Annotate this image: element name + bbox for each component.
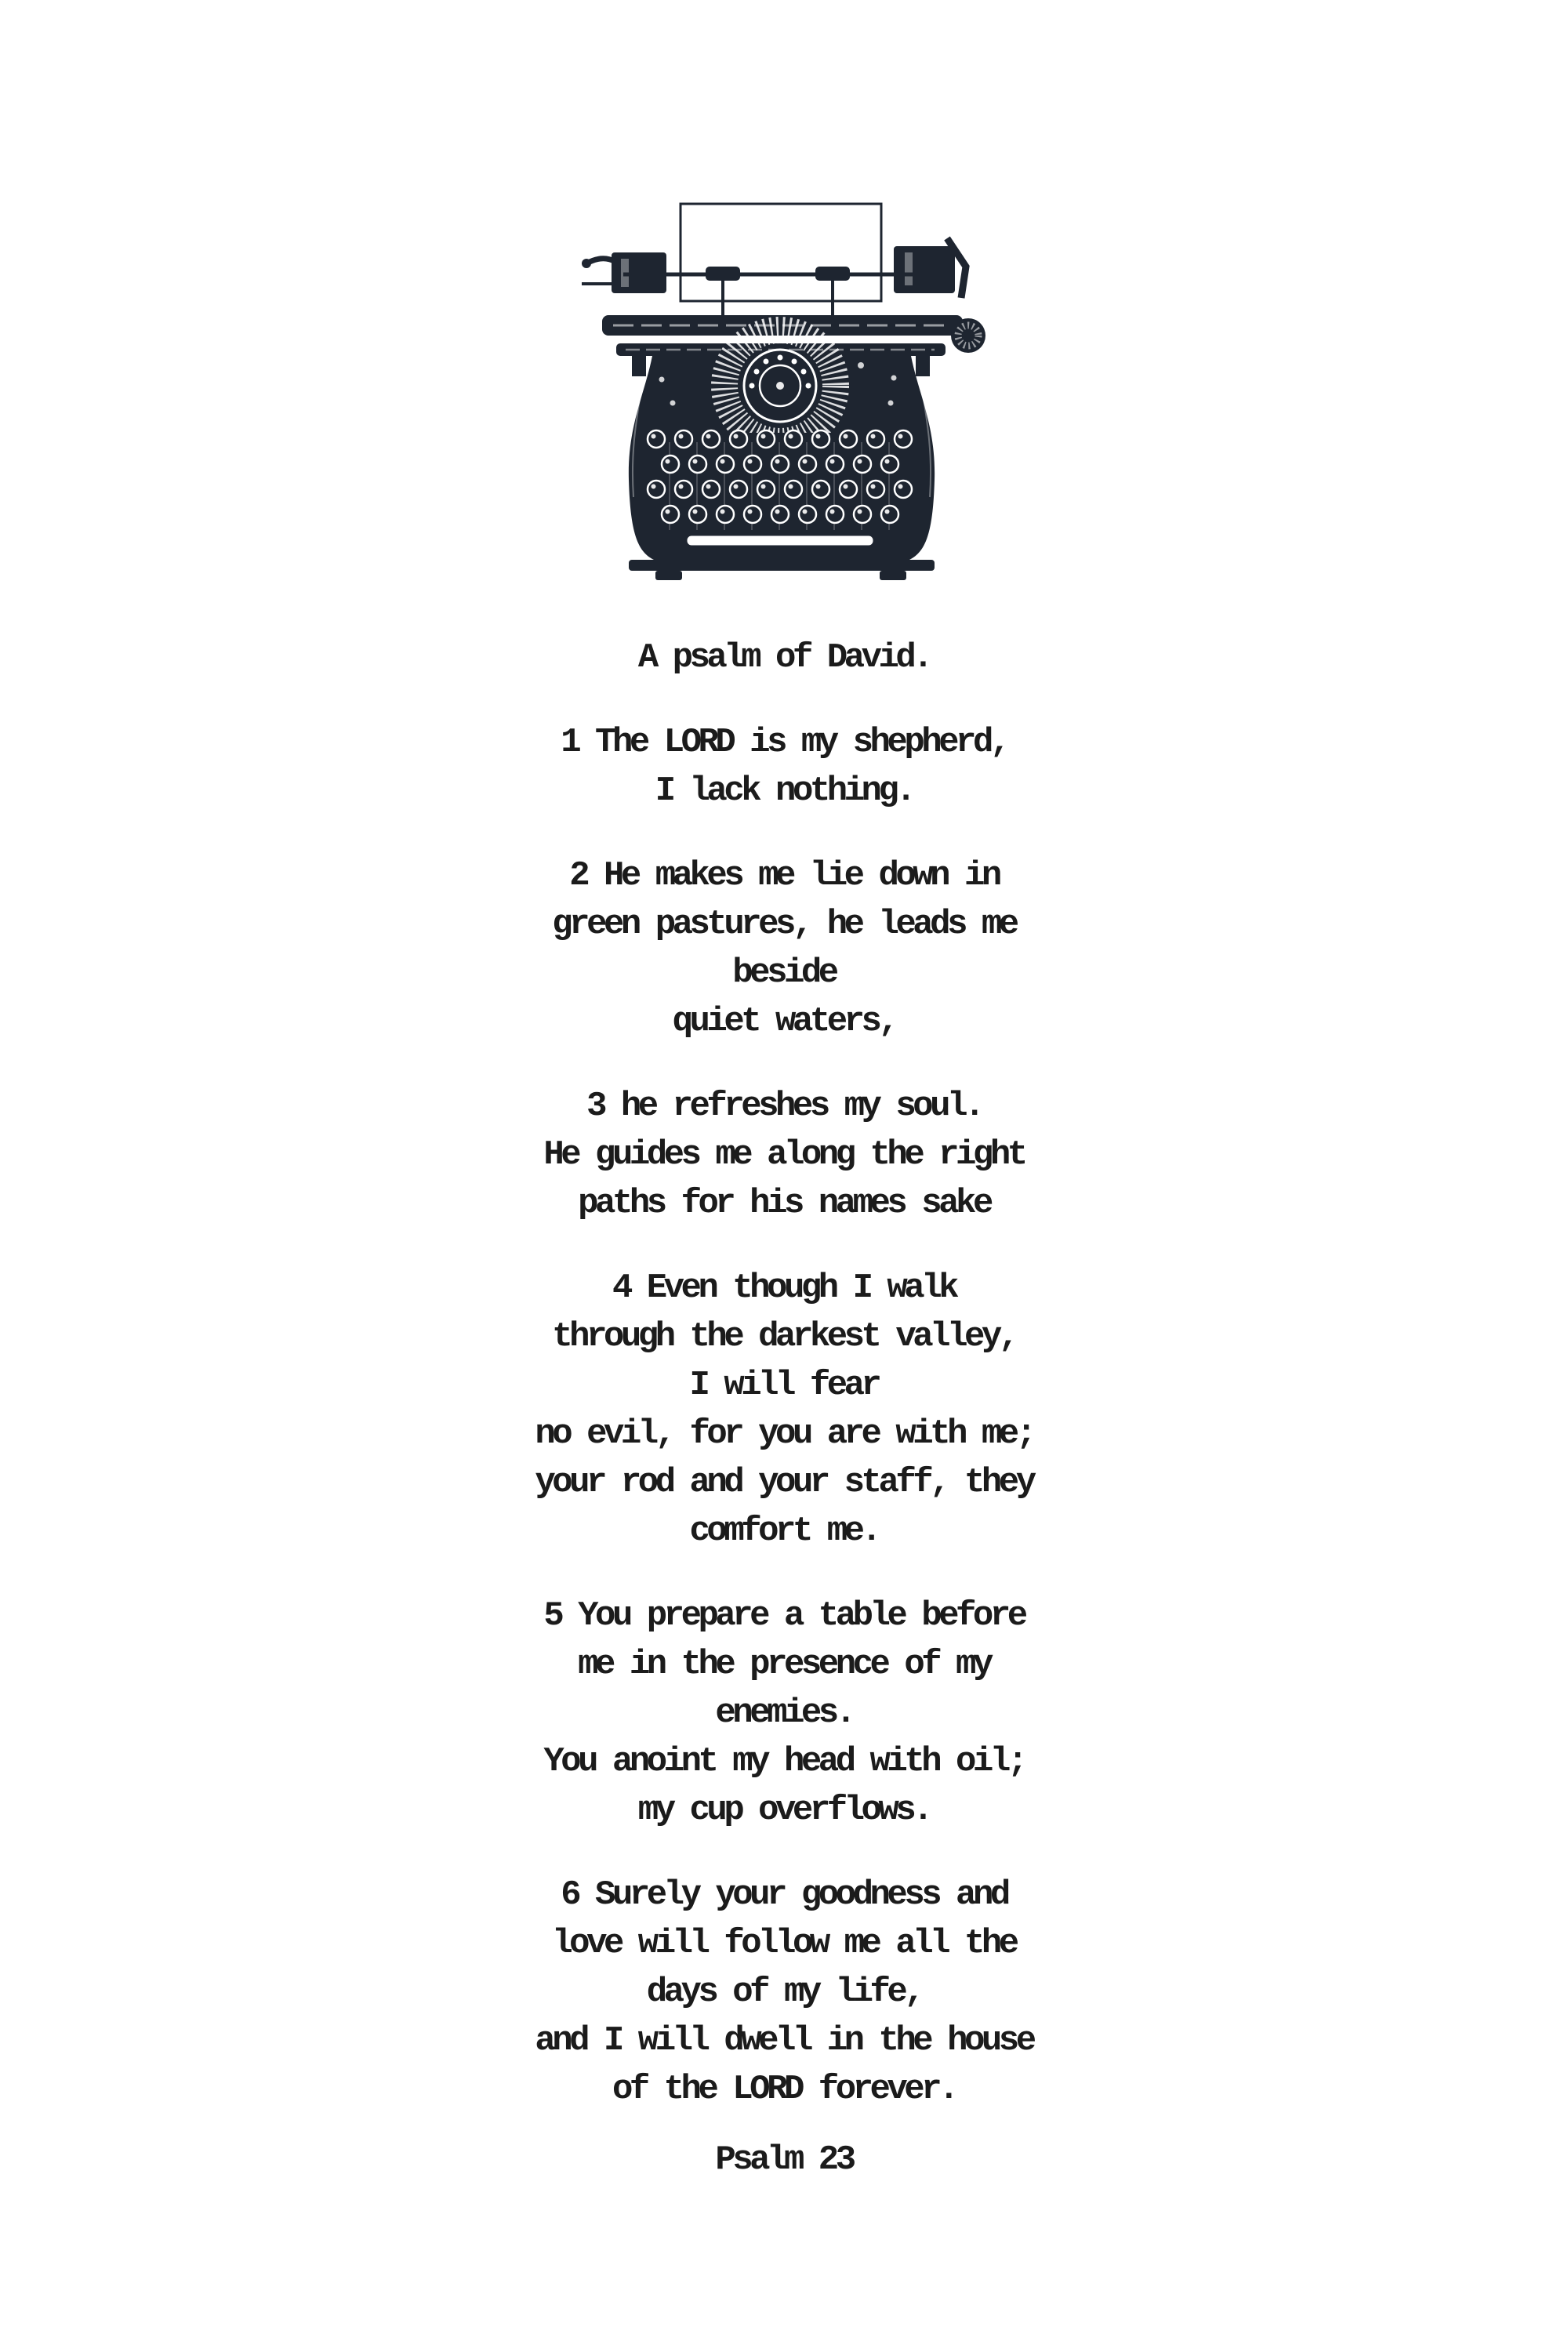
- carriage-right-block: [894, 246, 955, 293]
- typewriter-svg: [580, 198, 988, 582]
- verse-line: and I will dwell in the house: [535, 2021, 1033, 2060]
- stanza-1: [561, 718, 1007, 815]
- machine-foot-right: [880, 571, 906, 580]
- verse-line: I lack nothing.: [655, 771, 913, 811]
- verse-line: 3 he refreshes my soul.: [586, 1087, 982, 1126]
- verse-line: me in the presence of my: [578, 1645, 990, 1684]
- verse-line: love will follow me all the: [552, 1924, 1016, 1963]
- type-basket-hub: [744, 350, 816, 422]
- verse-line: no evil, for you are with me;: [535, 1414, 1033, 1454]
- verse-line: days of my life,: [646, 1973, 922, 2012]
- verse-line: beside: [732, 953, 836, 993]
- verse-line: 1 The LORD is my shepherd,: [561, 723, 1007, 762]
- stanza-6: [535, 1871, 1033, 2114]
- stanza-4: [535, 1264, 1033, 1555]
- verse-line: 4 Even though I walk: [612, 1269, 956, 1308]
- verse-line: my cup overflows.: [637, 1791, 931, 1830]
- stanza-2: [552, 851, 1015, 1046]
- typewriter-illustration: [580, 198, 988, 582]
- verse-line: your rod and your staff, they: [535, 1463, 1033, 1502]
- stanza-5: [543, 1592, 1024, 1835]
- stanza-3: [543, 1082, 1024, 1228]
- psalm-heading: A psalm of David.: [637, 638, 931, 677]
- paper-clamp-right: [815, 267, 850, 281]
- verse-line: paths for his names sake: [578, 1184, 990, 1223]
- verse-line: 5 You prepare a table before: [543, 1596, 1025, 1635]
- verse-line: He guides me along the right: [543, 1135, 1025, 1174]
- verse-line: of the LORD forever.: [612, 2070, 956, 2109]
- typewriter-paper: [681, 204, 881, 301]
- verse-line: quiet waters,: [672, 1002, 896, 1041]
- verse-line: comfort me.: [689, 1512, 879, 1551]
- verse-line: green pastures, he leads me: [552, 905, 1016, 944]
- verse-line: 6 Surely your goodness and: [561, 1875, 1007, 1915]
- space-bar: [686, 535, 874, 546]
- machine-foot-left: [655, 571, 682, 580]
- paper-clamp-left: [706, 267, 740, 281]
- psalm-footer: Psalm 23: [715, 2140, 853, 2180]
- verse-line: You anoint my head with oil;: [543, 1742, 1025, 1781]
- machine-base: [629, 560, 935, 580]
- verse-line: through the darkest valley,: [552, 1317, 1016, 1356]
- verse-line: enemies.: [715, 1693, 853, 1733]
- verse-line: I will fear: [689, 1366, 879, 1405]
- verse-line: 2 He makes me lie down in: [569, 856, 999, 895]
